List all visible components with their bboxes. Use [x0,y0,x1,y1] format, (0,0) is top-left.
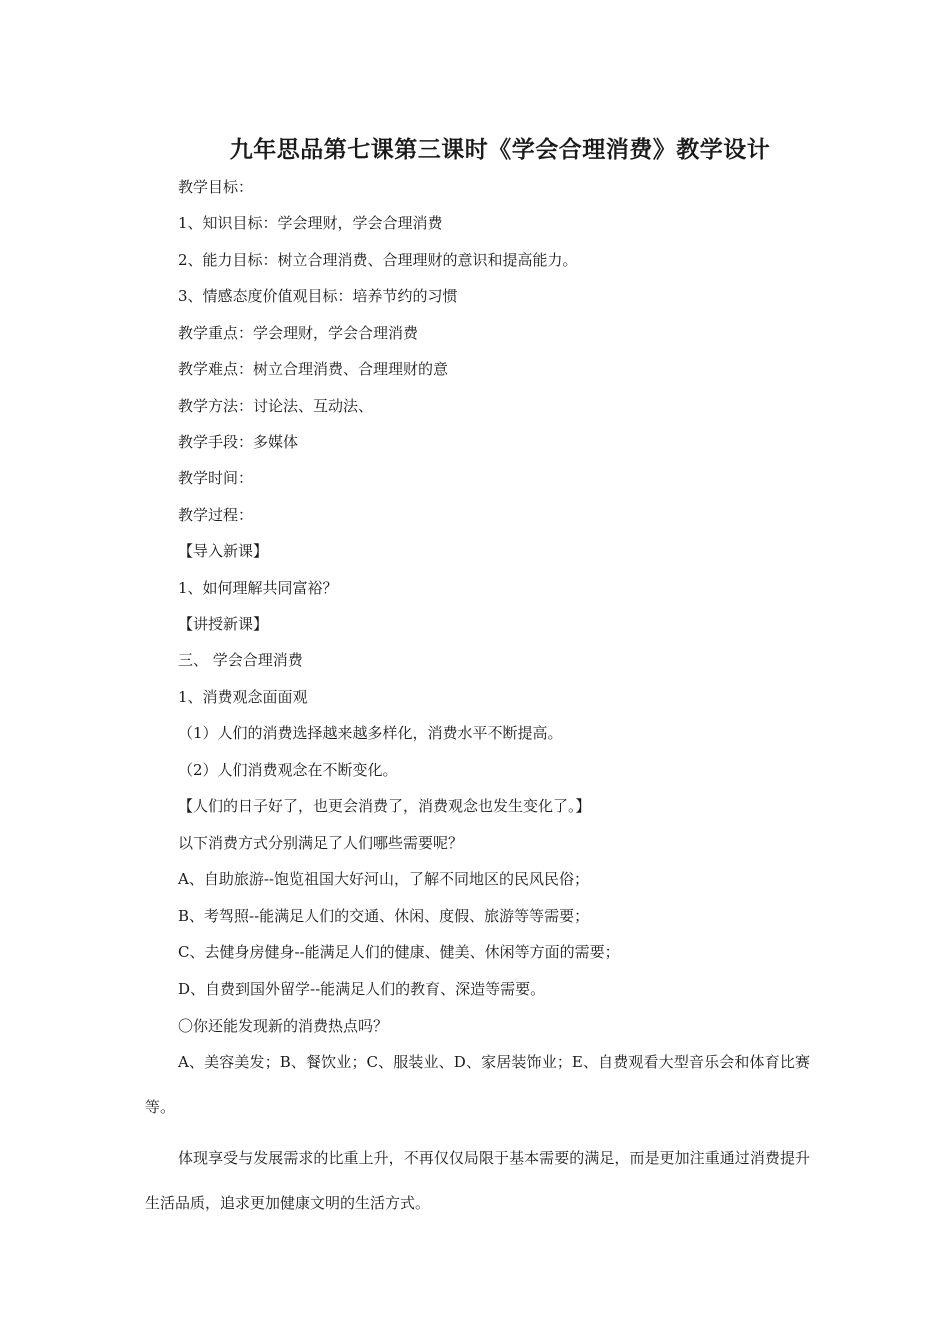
teaching-process: 教学过程： [178,506,254,524]
paragraph-hotspots: A、美容美发；B、餐饮业；C、服装业、D、家居装饰业；E、自费观看大型音乐会和体育比赛等。 [145,1053,810,1116]
objective-knowledge: 1、知识目标：学会理财，学会合理消费 [178,214,443,232]
objective-ability: 2、能力目标：树立合理消费、合理理财的意识和提高能力。 [178,251,578,269]
lesson-heading: 三、 学会合理消费 [178,651,303,669]
option-c: C、去健身房健身--能满足人们的健康、健美、休闲等方面的需要； [178,943,620,961]
question-hotspots: 〇你还能发现新的消费热点吗？ [178,1017,389,1035]
section-new-lesson: 【讲授新课】 [178,615,269,633]
teaching-means: 教学手段：多媒体 [178,433,299,451]
teaching-key-point: 教学重点：学会理财，学会合理消费 [178,324,419,342]
paragraph-conclusion: 体现享受与发展需求的比重上升，不再仅仅局限于基本需要的满足，而是更加注重通过消费提升生活品质，追求更加健康文明的生活方式。 [145,1149,810,1212]
document-title: 九年思品第七课第三课时《学会合理消费》教学设计 [229,137,771,163]
subheading-consumption-views: 1、消费观念面面观 [178,688,308,706]
point-one: （1）人们的消费选择越来越多样化，消费水平不断提高。 [178,724,563,742]
point-two: （2）人们消费观念在不断变化。 [178,761,398,779]
bracket-note: 【人们的日子好了，也更会消费了，消费观念也发生变化了。】 [178,797,591,815]
teaching-time: 教学时间： [178,469,254,487]
section-intro: 【导入新课】 [178,542,269,560]
option-d: D、自费到国外留学--能满足人们的教育、深造等需要。 [178,980,546,998]
teaching-method: 教学方法：讨论法、互动法、 [178,397,374,415]
intro-question: 1、如何理解共同富裕？ [178,579,338,597]
question-needs: 以下消费方式分别满足了人们哪些需要呢？ [178,834,464,852]
teaching-difficulty: 教学难点：树立合理消费、合理理财的意 [178,360,449,378]
section-heading-objectives: 教学目标： [178,178,254,196]
objective-attitude: 3、情感态度价值观目标：培养节约的习惯 [178,287,458,305]
option-a: A、自助旅游--饱览祖国大好河山，了解不同地区的民风民俗； [178,870,589,888]
option-b: B、考驾照--能满足人们的交通、休闲、度假、旅游等等需要； [178,907,590,925]
